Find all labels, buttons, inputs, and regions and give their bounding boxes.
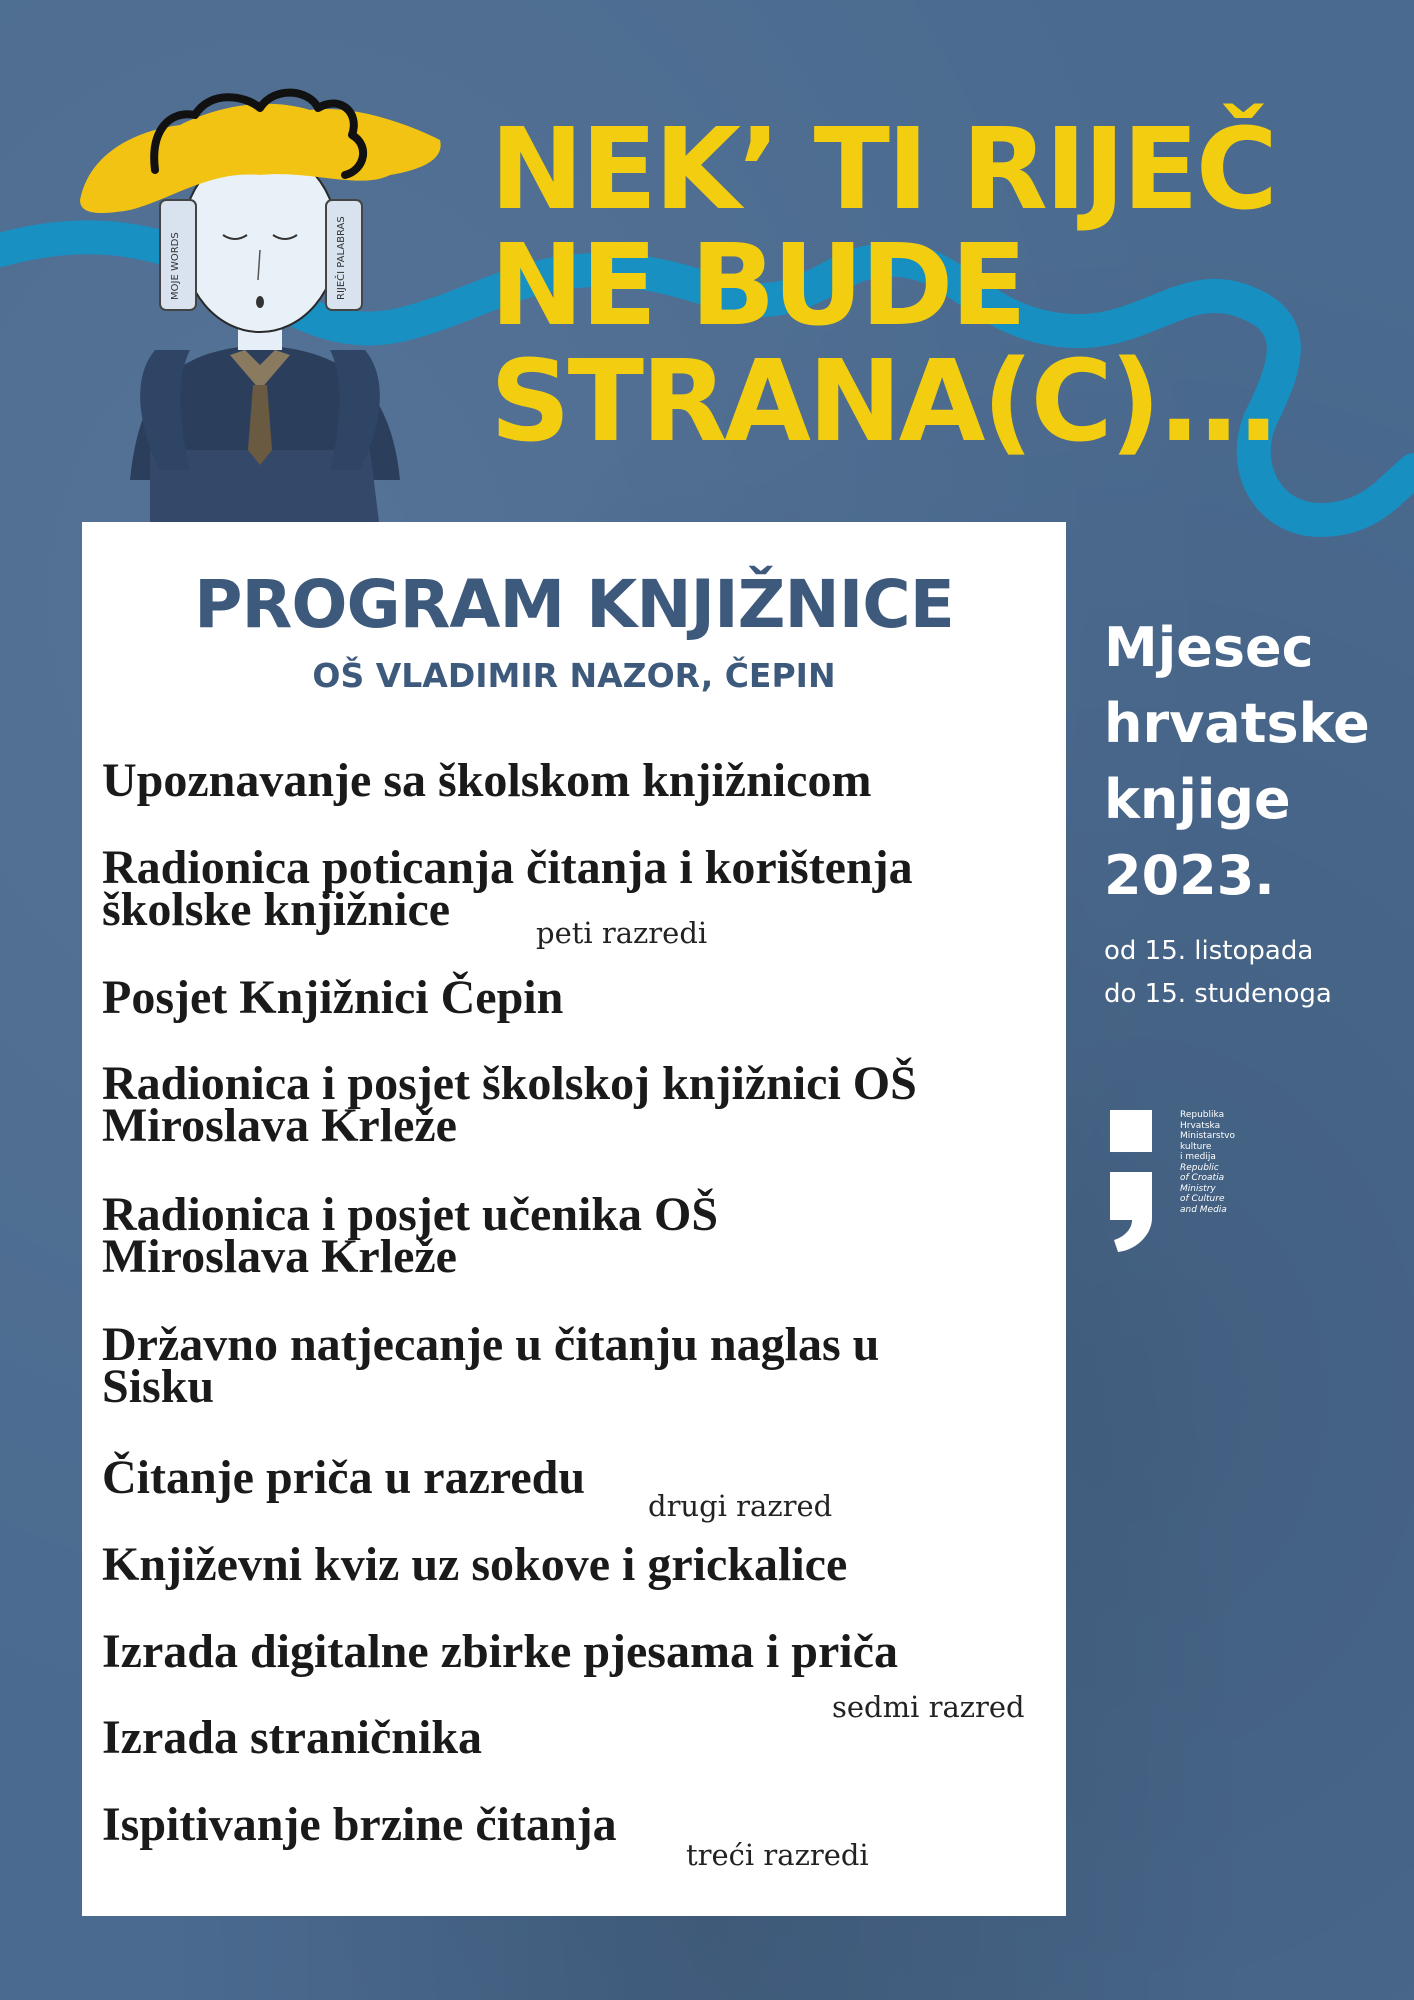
program-item-line: školske knjižnice (102, 883, 451, 936)
boy-illustration (60, 50, 460, 530)
ministry-text-line: i medija (1180, 1152, 1216, 1162)
program-item-line: Radionica i posjet učenika OŠ (102, 1188, 719, 1241)
ministry-text-line: Republika (1180, 1110, 1225, 1120)
event-name-line: hrvatske (1104, 692, 1370, 755)
event-date-to: do 15. studenoga (1104, 979, 1332, 1009)
left-book-text: MOJE WORDS (170, 232, 181, 300)
program-item-line: Državno natjecanje u čitanju naglas u (102, 1318, 880, 1371)
program-item-line: Radionica i posjet školskoj knjižnici OŠ (102, 1057, 917, 1110)
program-item (102, 1711, 483, 1764)
ministry-text-line: Republic (1180, 1162, 1219, 1173)
program-item (102, 1451, 586, 1504)
event-name-line: Mjesec (1104, 616, 1314, 679)
headline (490, 105, 1277, 467)
program-item (102, 1625, 898, 1678)
program-item (102, 1798, 617, 1851)
headline-line-3: STRANA(C)... (490, 337, 1277, 467)
program-item (102, 1188, 719, 1283)
program-item-line: Upoznavanje sa školskom knjižnicom (102, 754, 872, 807)
ministry-text-line: and Media (1180, 1204, 1227, 1215)
program-item-line: Čitanje priča u razredu (102, 1451, 586, 1504)
program-item (102, 754, 872, 807)
ministry-text (1180, 1110, 1235, 1215)
program-item-line: Izrada digitalne zbirke pjesama i priča (102, 1625, 898, 1678)
program-item-line: Književni kviz uz sokove i grickalice (102, 1538, 848, 1591)
headline-line-2: NE BUDE (490, 221, 1025, 351)
program-item-note: sedmi razred (832, 1690, 1025, 1724)
program-item-line: Miroslava Krleže (102, 1099, 457, 1152)
event-name-line: knjige (1104, 768, 1291, 831)
program-item-note: drugi razred (648, 1489, 833, 1523)
event-name-line: 2023. (1104, 844, 1275, 907)
program-item-line: Sisku (102, 1360, 215, 1413)
program-item-note: treći razredi (686, 1838, 869, 1872)
program-item (102, 1057, 917, 1152)
ministry-text-line: of Culture (1180, 1194, 1225, 1204)
event-dates (1104, 930, 1332, 1016)
ministry-text-line: kulture (1180, 1141, 1212, 1152)
event-name (1104, 610, 1370, 914)
program-panel (82, 522, 1066, 1916)
program-item (102, 1538, 848, 1591)
ministry-text-line: Ministry (1180, 1183, 1216, 1194)
program-item-line: Posjet Knjižnici Čepin (102, 971, 564, 1024)
program-item-line: Miroslava Krleže (102, 1230, 457, 1283)
program-item-line: Izrada straničnika (102, 1711, 483, 1764)
event-date-from: od 15. listopada (1104, 936, 1314, 966)
program-item (102, 1318, 880, 1413)
ministry-text-line: Ministarstvo (1180, 1131, 1235, 1141)
program-item-line: Ispitivanje brzine čitanja (102, 1798, 617, 1851)
program-item-note: peti razredi (536, 916, 708, 950)
program-item (102, 971, 564, 1024)
program-title: PROGRAM KNJIŽNICE (194, 566, 954, 643)
headline-line-1: NEK’ TI RIJEČ (490, 105, 1275, 235)
ministry-text-line: Hrvatska (1180, 1120, 1221, 1131)
ministry-text-line: of Croatia (1180, 1173, 1225, 1183)
program-item-line: Radionica poticanja čitanja i korištenja (102, 841, 913, 894)
right-book-text: RIJEČI PALABRAS (336, 216, 347, 300)
program-subtitle: OŠ VLADIMIR NAZOR, ČEPIN (312, 656, 836, 695)
